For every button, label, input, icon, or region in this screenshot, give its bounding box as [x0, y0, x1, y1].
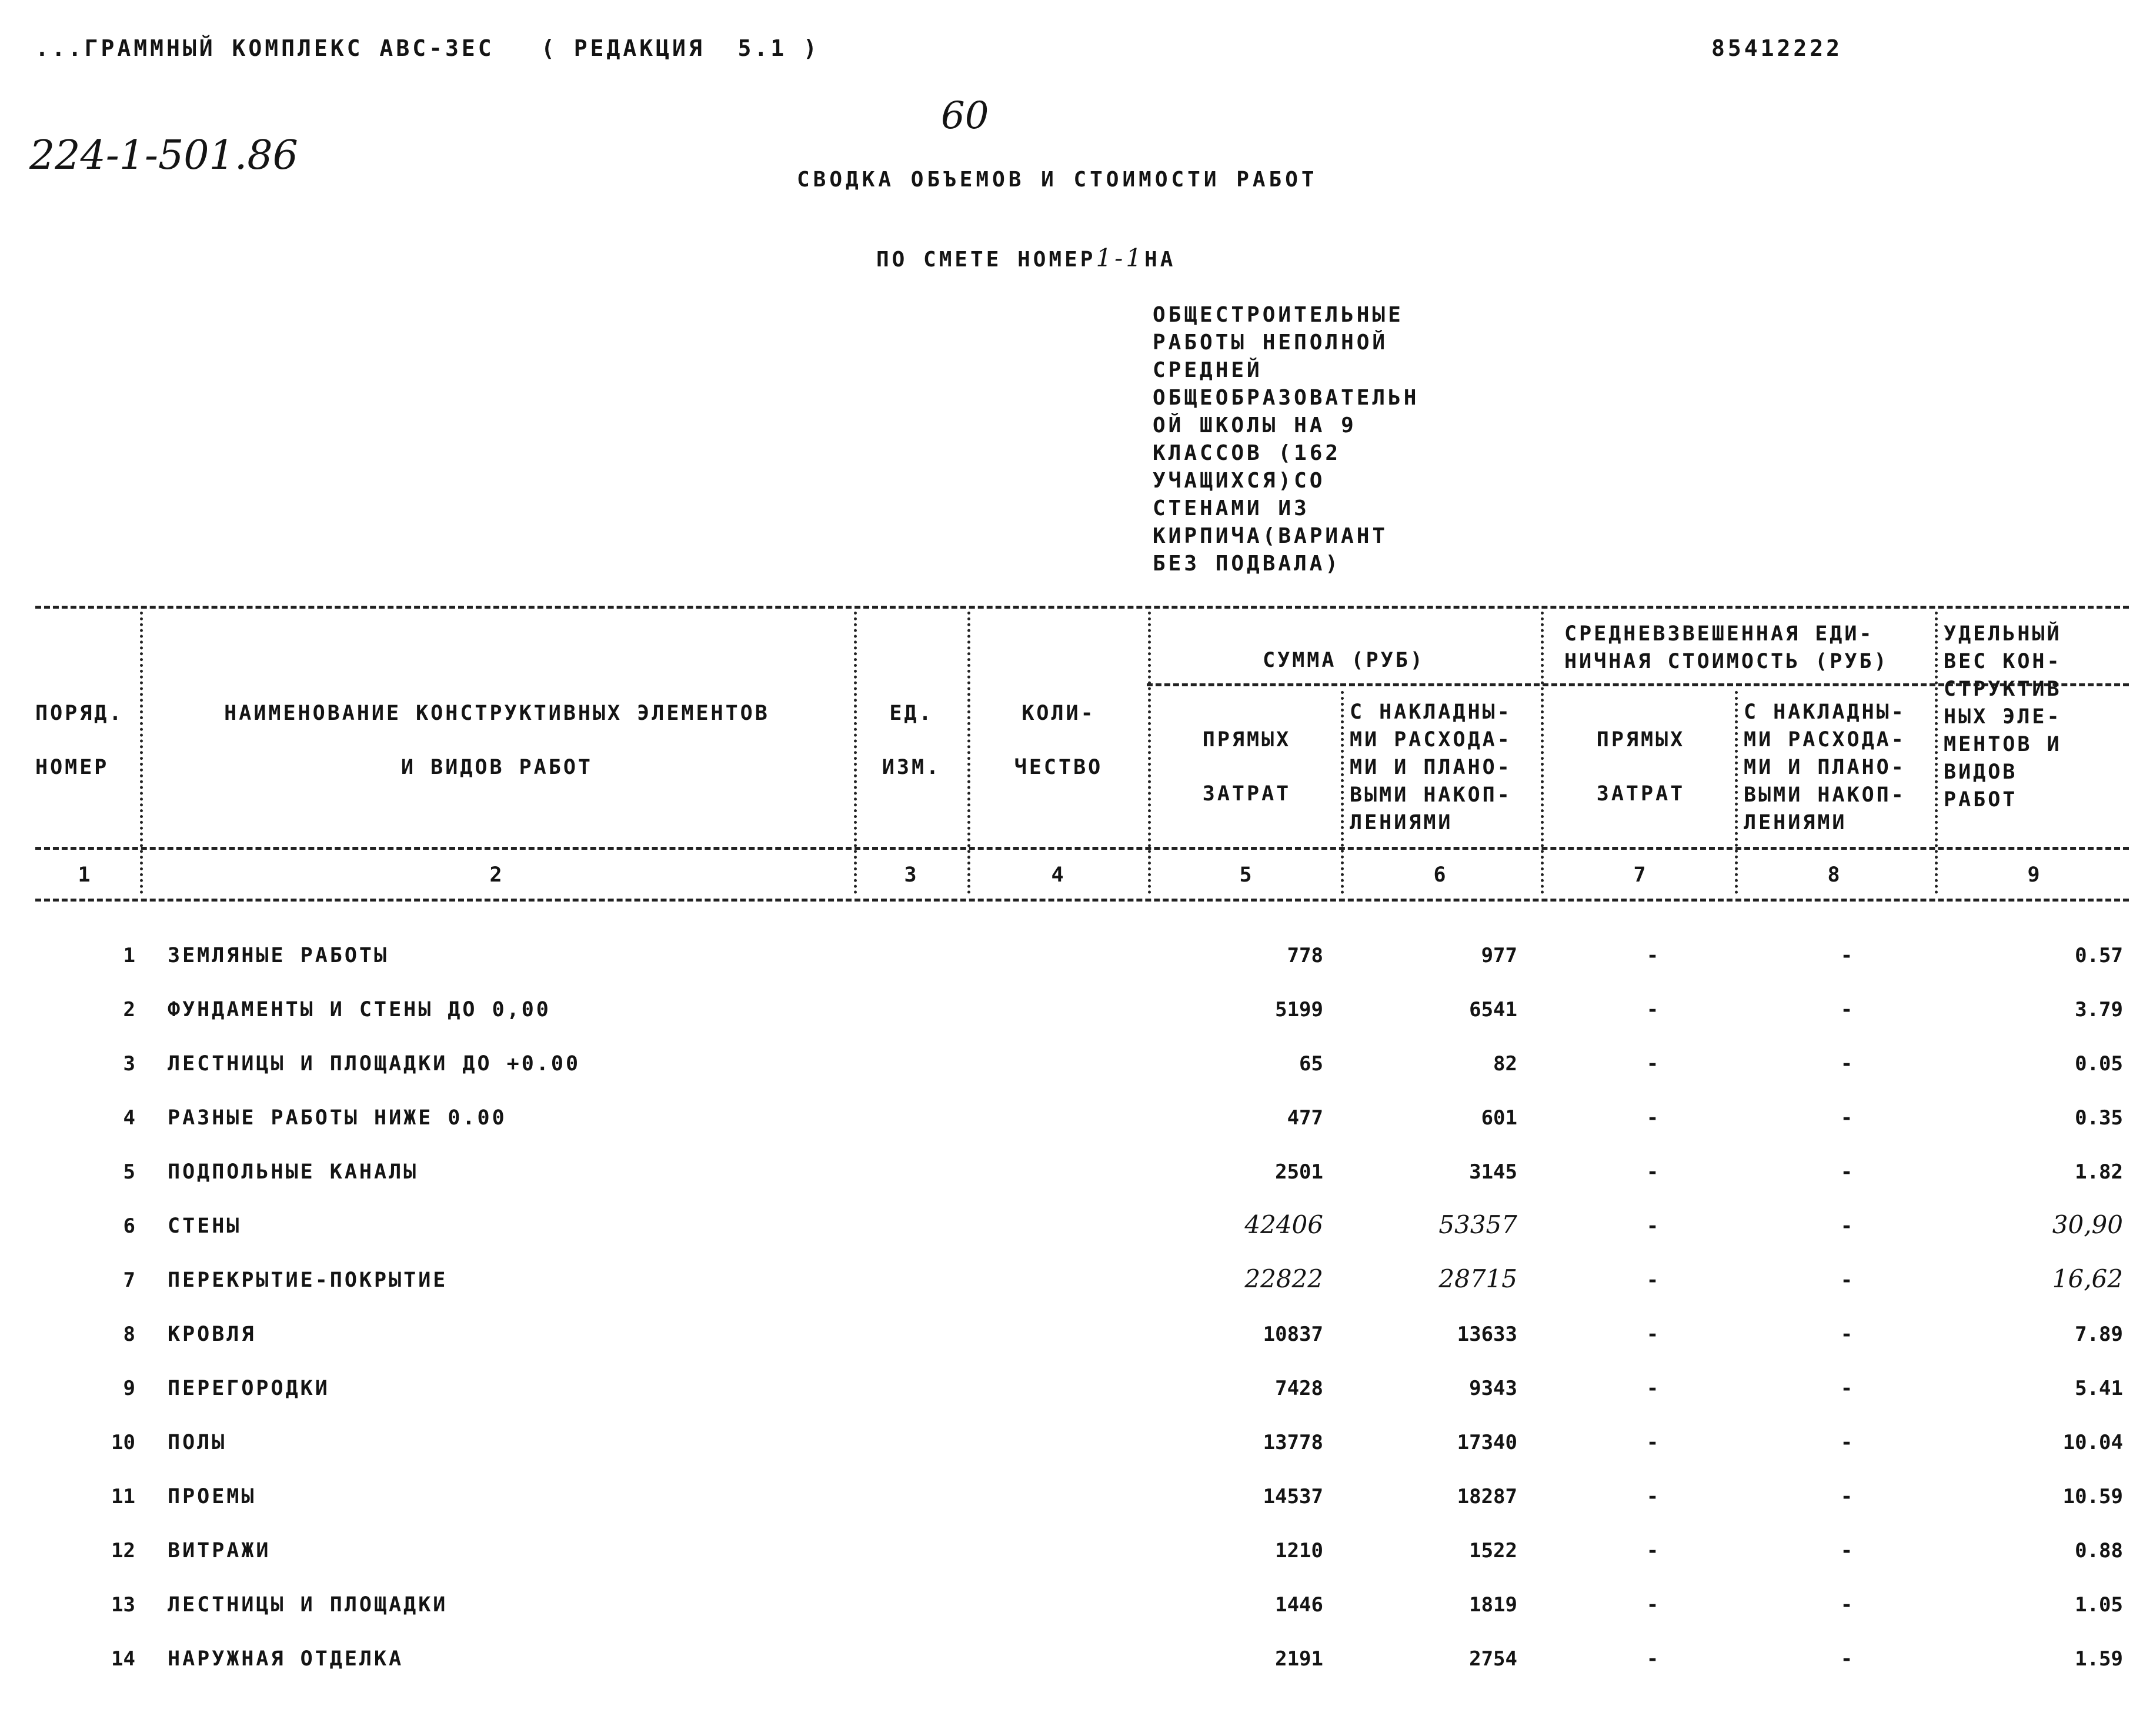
row-direct: 2191 [1275, 1647, 1323, 1671]
row-share: 10.59 [2062, 1485, 2123, 1508]
col-separator [1735, 691, 1738, 894]
row-number: 6 [123, 1214, 135, 1238]
row-share: 10.04 [2062, 1431, 2123, 1454]
row-avg-overhead: - [1840, 1052, 1853, 1076]
program-name: ...ГРАММНЫЙ КОМПЛЕКС АВС-ЗЕС [35, 35, 495, 61]
table-header-rule [35, 847, 2129, 850]
subject-description: ОБЩЕСТРОИТЕЛЬНЫЕ РАБОТЫ НЕПОЛНОЙ СРЕДНЕЙ ОБЩЕОБРАЗОВАТЕЛЬН ОЙ ШКОЛЫ НА 9 КЛАССОВ (162 УЧАЩИХСЯ)СО СТЕНАМИ ИЗ КИРПИЧА(ВАРИАНТ БЕЗ ПОДВАЛА) [1153, 303, 1420, 576]
row-direct: 2501 [1275, 1160, 1323, 1184]
row-number: 4 [123, 1106, 135, 1130]
header-avg-direct: ПРЯМЫХ ЗАТРАТ [1596, 728, 1685, 806]
row-avg-overhead: - [1840, 1647, 1853, 1671]
subject-prefix: ПО СМЕТЕ НОМЕР1-1НА [876, 243, 1176, 272]
row-name: РАЗНЫЕ РАБОТЫ НИЖЕ 0.00 [168, 1106, 507, 1130]
row-number: 10 [111, 1431, 135, 1454]
row-number: 8 [123, 1323, 135, 1346]
header-sum-group: СУММА (РУБ) [1263, 649, 1425, 672]
row-name: ПЕРЕКРЫТИЕ-ПОКРЫТИЕ [168, 1268, 448, 1292]
row-share: 0.35 [2075, 1106, 2123, 1130]
row-number: 9 [123, 1377, 135, 1400]
row-direct: 14537 [1263, 1485, 1323, 1508]
col-number: 1 [78, 863, 93, 887]
row-avg-direct: - [1646, 1377, 1659, 1400]
header-avg-overhead: С НАКЛАДНЫ- МИ РАСХОДА- МИ И ПЛАНО- ВЫМИ НАКОП- ЛЕНИЯМИ [1744, 700, 1906, 834]
header-element-name: НАИМЕНОВАНИЕ КОНСТРУКТИВНЫХ ЭЛЕМЕНТОВ И ВИДОВ РАБОТ [224, 702, 770, 779]
row-number: 14 [111, 1647, 135, 1671]
row-overhead: 6541 [1469, 998, 1517, 1021]
row-avg-overhead: - [1840, 1593, 1853, 1617]
col-number: 9 [2027, 863, 2042, 887]
table-numbers-rule [35, 899, 2129, 902]
row-overhead: 977 [1481, 944, 1517, 967]
row-name: ВИТРАЖИ [168, 1539, 271, 1563]
row-overhead: 601 [1481, 1106, 1517, 1130]
header-sum-overhead: С НАКЛАДНЫ- МИ РАСХОДА- МИ И ПЛАНО- ВЫМИ НАКОП- ЛЕНИЯМИ [1350, 700, 1512, 834]
row-avg-overhead: - [1840, 944, 1853, 967]
row-avg-overhead: - [1840, 1377, 1853, 1400]
header-sum-direct: ПРЯМЫХ ЗАТРАТ [1202, 728, 1291, 806]
handwritten-project-number: 224-1-501.86 [29, 132, 298, 179]
row-number: 1 [123, 944, 135, 967]
row-direct: 13778 [1263, 1431, 1323, 1454]
row-avg-direct: - [1646, 1214, 1659, 1238]
col-separator [140, 612, 143, 894]
row-avg-direct: - [1646, 1593, 1659, 1617]
header-unit: ЕД. ИЗМ. [882, 702, 942, 779]
header-avg-cost-group: СРЕДНЕВЗВЕШЕННАЯ ЕДИ- НИЧНАЯ СТОИМОСТЬ (РУБ) [1564, 622, 1889, 673]
col-number: 5 [1239, 863, 1254, 887]
row-number: 13 [111, 1593, 135, 1617]
col-separator [1148, 612, 1151, 894]
row-number: 7 [123, 1268, 135, 1292]
document-code: 85412222 [1711, 35, 1843, 61]
header-quantity: КОЛИ- ЧЕСТВО [1014, 702, 1103, 779]
header-share: УДЕЛЬНЫЙ ВЕС КОН- СТРУКТИВ НЫХ ЭЛЕ- МЕНТОВ И ВИДОВ РАБОТ [1944, 622, 2062, 812]
row-share: 16,62 [2052, 1264, 2123, 1293]
row-share: 1.82 [2075, 1160, 2123, 1184]
row-direct: 65 [1299, 1052, 1323, 1076]
row-share: 7.89 [2075, 1323, 2123, 1346]
row-overhead: 9343 [1469, 1377, 1517, 1400]
row-direct: 477 [1287, 1106, 1323, 1130]
row-direct: 778 [1287, 944, 1323, 967]
row-overhead: 1819 [1469, 1593, 1517, 1617]
row-direct: 22822 [1244, 1264, 1323, 1293]
row-direct: 7428 [1275, 1377, 1323, 1400]
row-avg-direct: - [1646, 1647, 1659, 1671]
row-number: 5 [123, 1160, 135, 1184]
row-number: 3 [123, 1052, 135, 1076]
col-separator [854, 612, 857, 894]
row-overhead: 13633 [1457, 1323, 1517, 1346]
edition-label: ( РЕДАКЦИЯ 5.1 ) [541, 35, 820, 61]
row-number: 2 [123, 998, 135, 1021]
row-name: ПОЛЫ [168, 1431, 227, 1454]
row-name: ФУНДАМЕНТЫ И СТЕНЫ ДО 0,00 [168, 998, 551, 1021]
row-avg-direct: - [1646, 1323, 1659, 1346]
row-name: СТЕНЫ [168, 1214, 242, 1238]
row-share: 30,90 [2052, 1210, 2123, 1239]
row-avg-overhead: - [1840, 1539, 1853, 1563]
col-number: 7 [1633, 863, 1648, 887]
row-overhead: 28715 [1438, 1264, 1517, 1293]
row-name: ЛЕСТНИЦЫ И ПЛОЩАДКИ [168, 1593, 448, 1617]
col-separator [967, 612, 970, 894]
row-avg-overhead: - [1840, 1268, 1853, 1292]
header-order-number: ПОРЯД. НОМЕР [35, 702, 124, 779]
col-separator [1341, 691, 1344, 894]
row-avg-direct: - [1646, 1268, 1659, 1292]
row-avg-overhead: - [1840, 1106, 1853, 1130]
row-share: 0.57 [2075, 944, 2123, 967]
col-number: 3 [904, 863, 919, 887]
row-avg-overhead: - [1840, 998, 1853, 1021]
row-share: 1.59 [2075, 1647, 2123, 1671]
row-avg-overhead: - [1840, 1431, 1853, 1454]
row-avg-overhead: - [1840, 1323, 1853, 1346]
col-number: 2 [489, 863, 505, 887]
row-overhead: 82 [1493, 1052, 1517, 1076]
row-direct: 42406 [1244, 1210, 1323, 1239]
row-overhead: 53357 [1438, 1210, 1517, 1239]
row-name: ПРОЕМЫ [168, 1485, 256, 1508]
row-avg-direct: - [1646, 944, 1659, 967]
row-share: 5.41 [2075, 1377, 2123, 1400]
row-overhead: 1522 [1469, 1539, 1517, 1563]
row-direct: 5199 [1275, 998, 1323, 1021]
row-direct: 1446 [1275, 1593, 1323, 1617]
row-overhead: 18287 [1457, 1485, 1517, 1508]
row-share: 3.79 [2075, 998, 2123, 1021]
col-number: 8 [1827, 863, 1842, 887]
row-avg-direct: - [1646, 1431, 1659, 1454]
row-name: ПОДПОЛЬНЫЕ КАНАЛЫ [168, 1160, 419, 1184]
row-name: ПЕРЕГОРОДКИ [168, 1377, 330, 1400]
row-avg-direct: - [1646, 1539, 1659, 1563]
row-avg-overhead: - [1840, 1214, 1853, 1238]
col-separator [1935, 612, 1938, 894]
row-overhead: 17340 [1457, 1431, 1517, 1454]
row-avg-overhead: - [1840, 1160, 1853, 1184]
row-share: 0.05 [2075, 1052, 2123, 1076]
row-direct: 1210 [1275, 1539, 1323, 1563]
col-number: 6 [1433, 863, 1448, 887]
handwritten-page-number: 60 [941, 94, 989, 138]
row-name: КРОВЛЯ [168, 1323, 256, 1346]
row-name: ЗЕМЛЯНЫЕ РАБОТЫ [168, 944, 389, 967]
page-title: СВОДКА ОБЪЕМОВ И СТОИМОСТИ РАБОТ [797, 168, 1318, 192]
col-separator [1541, 612, 1544, 894]
row-direct: 10837 [1263, 1323, 1323, 1346]
row-number: 12 [111, 1539, 135, 1563]
row-avg-overhead: - [1840, 1485, 1853, 1508]
col-number: 4 [1051, 863, 1066, 887]
row-name: НАРУЖНАЯ ОТДЕЛКА [168, 1647, 404, 1671]
row-name: ЛЕСТНИЦЫ И ПЛОЩАДКИ ДО +0.00 [168, 1052, 581, 1076]
table-top-rule [35, 606, 2129, 609]
row-number: 11 [111, 1485, 135, 1508]
row-share: 1.05 [2075, 1593, 2123, 1617]
row-avg-direct: - [1646, 1160, 1659, 1184]
row-avg-direct: - [1646, 1106, 1659, 1130]
row-overhead: 2754 [1469, 1647, 1517, 1671]
row-avg-direct: - [1646, 998, 1659, 1021]
row-share: 0.88 [2075, 1539, 2123, 1563]
row-overhead: 3145 [1469, 1160, 1517, 1184]
row-avg-direct: - [1646, 1052, 1659, 1076]
handwritten-smeta-number: 1-1 [1096, 243, 1145, 272]
row-avg-direct: - [1646, 1485, 1659, 1508]
